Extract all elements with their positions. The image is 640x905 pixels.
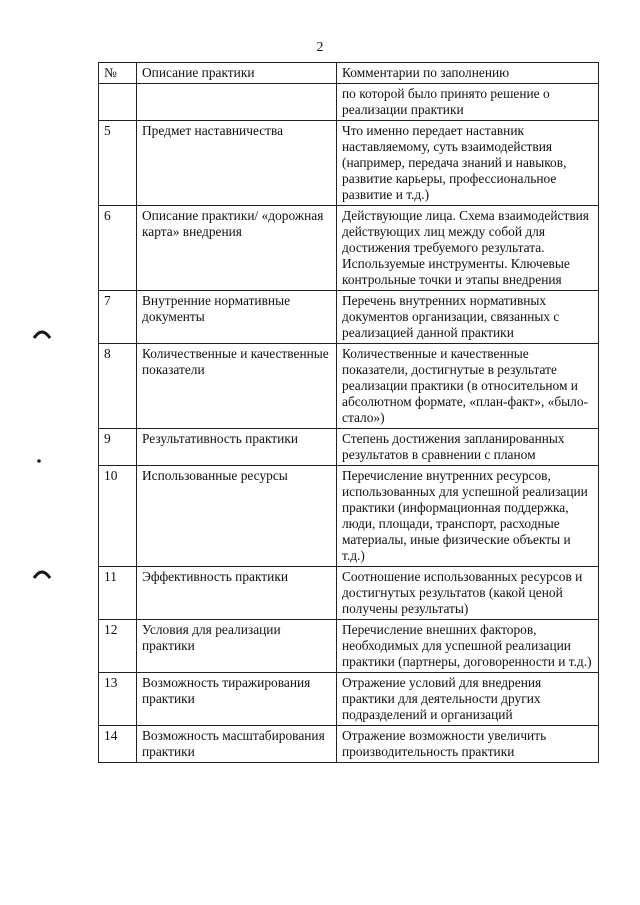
- table-row: [99, 84, 599, 121]
- row-number: 7: [99, 291, 137, 344]
- page-number: 2: [316, 40, 324, 55]
- row-description: Описание практики/ «дорожная карта» внедрения: [137, 206, 337, 291]
- row-description: Возможность масштабирования практики: [137, 726, 337, 763]
- row-number: 9: [99, 429, 137, 466]
- row-comment: Количественные и качественные показатели, достигнутые в результате реализации практики (в относительном и абсолютном формате, «план-факт», «было-стало»): [337, 344, 599, 429]
- row-number: [99, 84, 137, 121]
- row-description: Использованные ресурсы: [137, 466, 337, 567]
- row-description: Эффективность практики: [137, 567, 337, 620]
- row-number: 10: [99, 466, 137, 567]
- row-number: 6: [99, 206, 137, 291]
- row-description: Возможность тиражирования практики: [137, 673, 337, 726]
- row-comment: по которой было принято решение о реализации практики: [337, 84, 599, 121]
- table-row: [99, 291, 599, 344]
- row-description: Предмет наставничества: [137, 121, 337, 206]
- table-row: [99, 344, 599, 429]
- header-comment: Комментарии по заполнению: [337, 63, 599, 84]
- row-comment: Отражение возможности увеличить производительность практики: [337, 726, 599, 763]
- binder-hole-mark-bottom: [32, 566, 52, 580]
- row-number: 13: [99, 673, 137, 726]
- binder-hole-mark-top: [32, 326, 52, 340]
- table-row: [99, 673, 599, 726]
- row-comment: Отражение условий для внедрения практики для деятельности других подразделений и организаций: [337, 673, 599, 726]
- table-row: [99, 466, 599, 567]
- header-description: Описание практики: [137, 63, 337, 84]
- row-description: [137, 84, 337, 121]
- row-comment: Перечисление внутренних ресурсов, использованных для успешной реализации практики (информационная поддержка, люди, площади, транспорт, расходные материалы, иные физические объекты и т.д.): [337, 466, 599, 567]
- row-description: Внутренние нормативные документы: [137, 291, 337, 344]
- table-row: [99, 121, 599, 206]
- punch-dot-mark: [36, 458, 42, 464]
- row-number: 8: [99, 344, 137, 429]
- row-number: 14: [99, 726, 137, 763]
- table-row: [99, 620, 599, 673]
- practice-description-table: [98, 62, 599, 763]
- row-description: Количественные и качественные показатели: [137, 344, 337, 429]
- row-comment: Соотношение использованных ресурсов и достигнутых результатов (какой ценой получены результаты): [337, 567, 599, 620]
- table-row: [99, 567, 599, 620]
- table-header-row: [99, 63, 599, 84]
- row-comment: Что именно передает наставник наставляемому, суть взаимодействия (например, передача знаний и навыков, развитие карьеры, профессиональное развитие и т.д.): [337, 121, 599, 206]
- header-number: №: [99, 63, 137, 84]
- table-row: [99, 206, 599, 291]
- row-number: 12: [99, 620, 137, 673]
- row-comment: Действующие лица. Схема взаимодействия действующих лиц между собой для достижения требуемого результата. Используемые инструменты. Ключевые контрольные точки и этапы внедрения: [337, 206, 599, 291]
- row-comment: Перечисление внешних факторов, необходимых для успешной реализации практики (партнеры, договоренности и т.д.): [337, 620, 599, 673]
- row-description: Результативность практики: [137, 429, 337, 466]
- row-comment: Перечень внутренних нормативных документов организации, связанных с реализацией данной практики: [337, 291, 599, 344]
- row-number: 5: [99, 121, 137, 206]
- table-row: [99, 726, 599, 763]
- row-number: 11: [99, 567, 137, 620]
- row-comment: Степень достижения запланированных результатов в сравнении с планом: [337, 429, 599, 466]
- row-description: Условия для реализации практики: [137, 620, 337, 673]
- table-row: [99, 429, 599, 466]
